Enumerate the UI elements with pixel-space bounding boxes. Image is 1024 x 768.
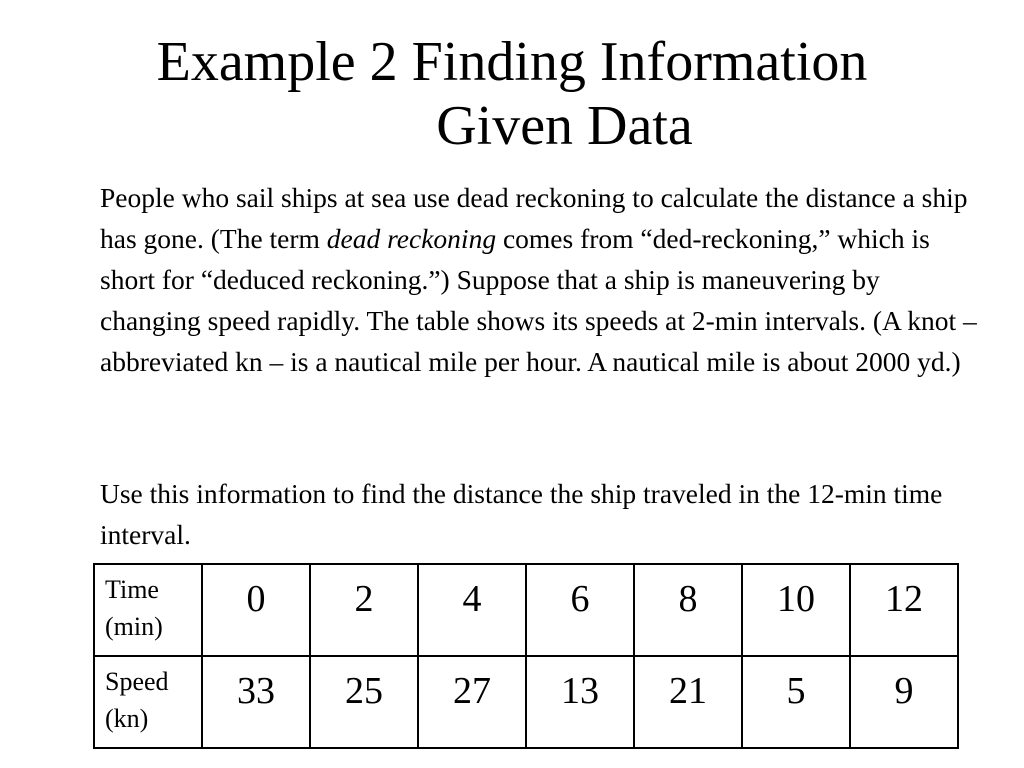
table-row-speed [94, 656, 958, 748]
speed-cell: 33 [202, 656, 310, 748]
speed-data-table [93, 563, 959, 749]
intro-paragraph [100, 177, 980, 382]
time-cell: 0 [202, 564, 310, 656]
speed-cell: 21 [634, 656, 742, 748]
time-cell: 8 [634, 564, 742, 656]
time-cell: 4 [418, 564, 526, 656]
speed-header-label: Speed [105, 667, 169, 696]
time-cell: 2 [310, 564, 418, 656]
time-cell: 6 [526, 564, 634, 656]
speed-row-header [94, 656, 202, 748]
title-line-2: Given Data [436, 95, 693, 157]
speed-cell: 27 [418, 656, 526, 748]
speed-cell: 5 [742, 656, 850, 748]
speed-cell: 25 [310, 656, 418, 748]
title-line-1: Example 2 Finding Information [156, 31, 868, 93]
speed-header-unit: (kn) [105, 704, 149, 733]
time-header-label: Time [105, 575, 159, 604]
speed-cell: 13 [526, 656, 634, 748]
intro-text-start: People who sail ships at sea use dead reckoning to calculate the distance a ship has gone. (The term [100, 182, 968, 254]
time-header-unit: (min) [105, 612, 163, 641]
slide-title [0, 30, 1024, 158]
dead-reckoning-term: dead reckoning [326, 223, 497, 254]
time-cell: 12 [850, 564, 958, 656]
time-cell: 10 [742, 564, 850, 656]
task-paragraph: Use this information to find the distance the ship traveled in the 12-min time interval. [100, 478, 943, 550]
intro-text-end: comes from “ded-reckoning,” which is short for “deduced reckoning.”) Suppose that a ship is maneuvering by changing speed rapidly. The table shows its speeds at 2-min intervals. (A knot – abbreviated kn – is a nautical mile per hour. A nautical mile is about 2000 yd.) [100, 223, 977, 377]
speed-cell: 9 [850, 656, 958, 748]
table-row-time [94, 564, 958, 656]
time-row-header [94, 564, 202, 656]
